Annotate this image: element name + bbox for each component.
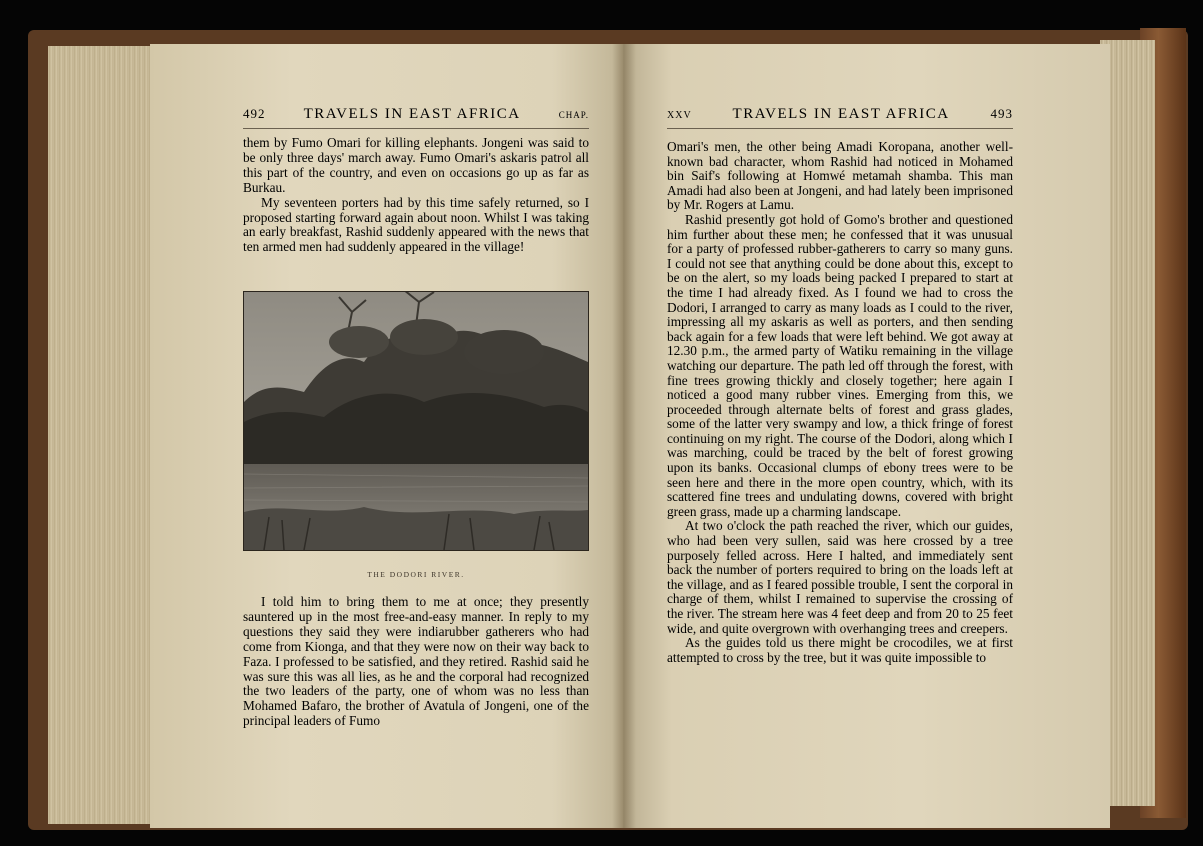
book-gutter [612, 44, 636, 828]
paragraph: I told him to bring them to me at once; they presently sauntered up in the most free-and-easy manner. In reply to my questions they said they were indiarubber gatherers who had come from Kionga, and that they were now on their way back to Faza. I professed to be satisfied, and they retired. Rashid said he was sure this was all lies, as he and the corporal had recognized the two leaders of the party, one of whom was no less than Mohamed Bafaro, the brother of Avatula of Jongeni, one of the principal leaders of Fumo [243, 594, 589, 729]
page-number: 493 [990, 106, 1013, 121]
page-number: 492 [243, 106, 266, 121]
left-page-header [243, 106, 589, 123]
running-title: TRAVELS IN EAST AFRICA [303, 106, 521, 122]
page-edges-left [48, 46, 160, 824]
right-page-header [667, 106, 1013, 123]
paragraph: As the guides told us there might be crocodiles, we at first attempted to cross by the tree, but it was quite impossible to [667, 635, 1013, 665]
header-rule [243, 128, 589, 129]
paragraph: At two o'clock the path reached the river, which our guides, who had been very sullen, said was here crossed by a tree purposely felled across. Here I halted, and immediately sent back the number of porters required to bring on the loads left at the village, and as I feared possible trouble, I sent the corporal in charge of them, whilst I remained to supervise the crossing of the river. The stream here was 4 feet deep and from 20 to 25 feet wide, and quite overgrown with overhanging trees and creepers. [667, 518, 1013, 636]
river-photograph [243, 291, 589, 551]
paragraph: My seventeen porters had by this time safely returned, so I proposed starting forward again about noon. Whilst I was taking an early breakfast, Rashid suddenly appeared with the news that ten armed men had suddenly appeared in the village! [243, 194, 589, 255]
left-text-bottom [243, 595, 589, 729]
right-text [667, 140, 1013, 665]
paragraph: them by Fumo Omari for killing elephants. Jongeni was said to be only three days' march away. Fumo Omari's askaris patrol all this part of the country, and even on occasions go up as far as Burkau. [243, 135, 589, 195]
paragraph: Rashid presently got hold of Gomo's brother and questioned him further about these men; he confessed that it was unusual for a party of professed rubber-gatherers to carry so many guns. I could not see that anything could be done about this, except to be on the alert, so my loads being packed I prepared to start at the time I had already fixed. As I found we had to cross the Dodori, I arranged to carry as many loads as I could to the river, impressing all my askaris as well as porters, and then sending back again for a few loads that were left behind. We got away at 12.30 p.m., the armed party of Watiku remaining in the village watching our departure. The path led off through the forest, with fine trees growing thickly and closely together; here again I noticed a good many rubber vines. Emerging from this, we proceeded through alternate belts of forest and grass glades, some of the latter very swampy and low, a thick fringe of forest continuing on my right. The course of the Dodori, along which I was marching, could be traced by the belt of forest growing upon its banks. Occasional clumps of ebony trees were to be seen here and there in the more open country, which, with its scattered fine trees and undulating downs, covered with bright green grass, made up a charming landscape. [667, 211, 1013, 519]
paragraph: Omari's men, the other being Amadi Koropana, another well-known bad character, whom Rashid had noticed in Mohamed bin Saif's following at Homwé metamah shamba. This man Amadi had also been at Jongeni, and had lately been imprisoned by Mr. Rogers at Lamu. [667, 139, 1013, 213]
figure-caption: THE DODORI RIVER. [367, 570, 465, 579]
left-text-top [243, 136, 589, 255]
running-title: TRAVELS IN EAST AFRICA [732, 106, 950, 122]
chapter-abbrev: CHAP. [558, 110, 589, 120]
header-rule [667, 128, 1013, 129]
chapter-label: XXV [667, 110, 692, 121]
